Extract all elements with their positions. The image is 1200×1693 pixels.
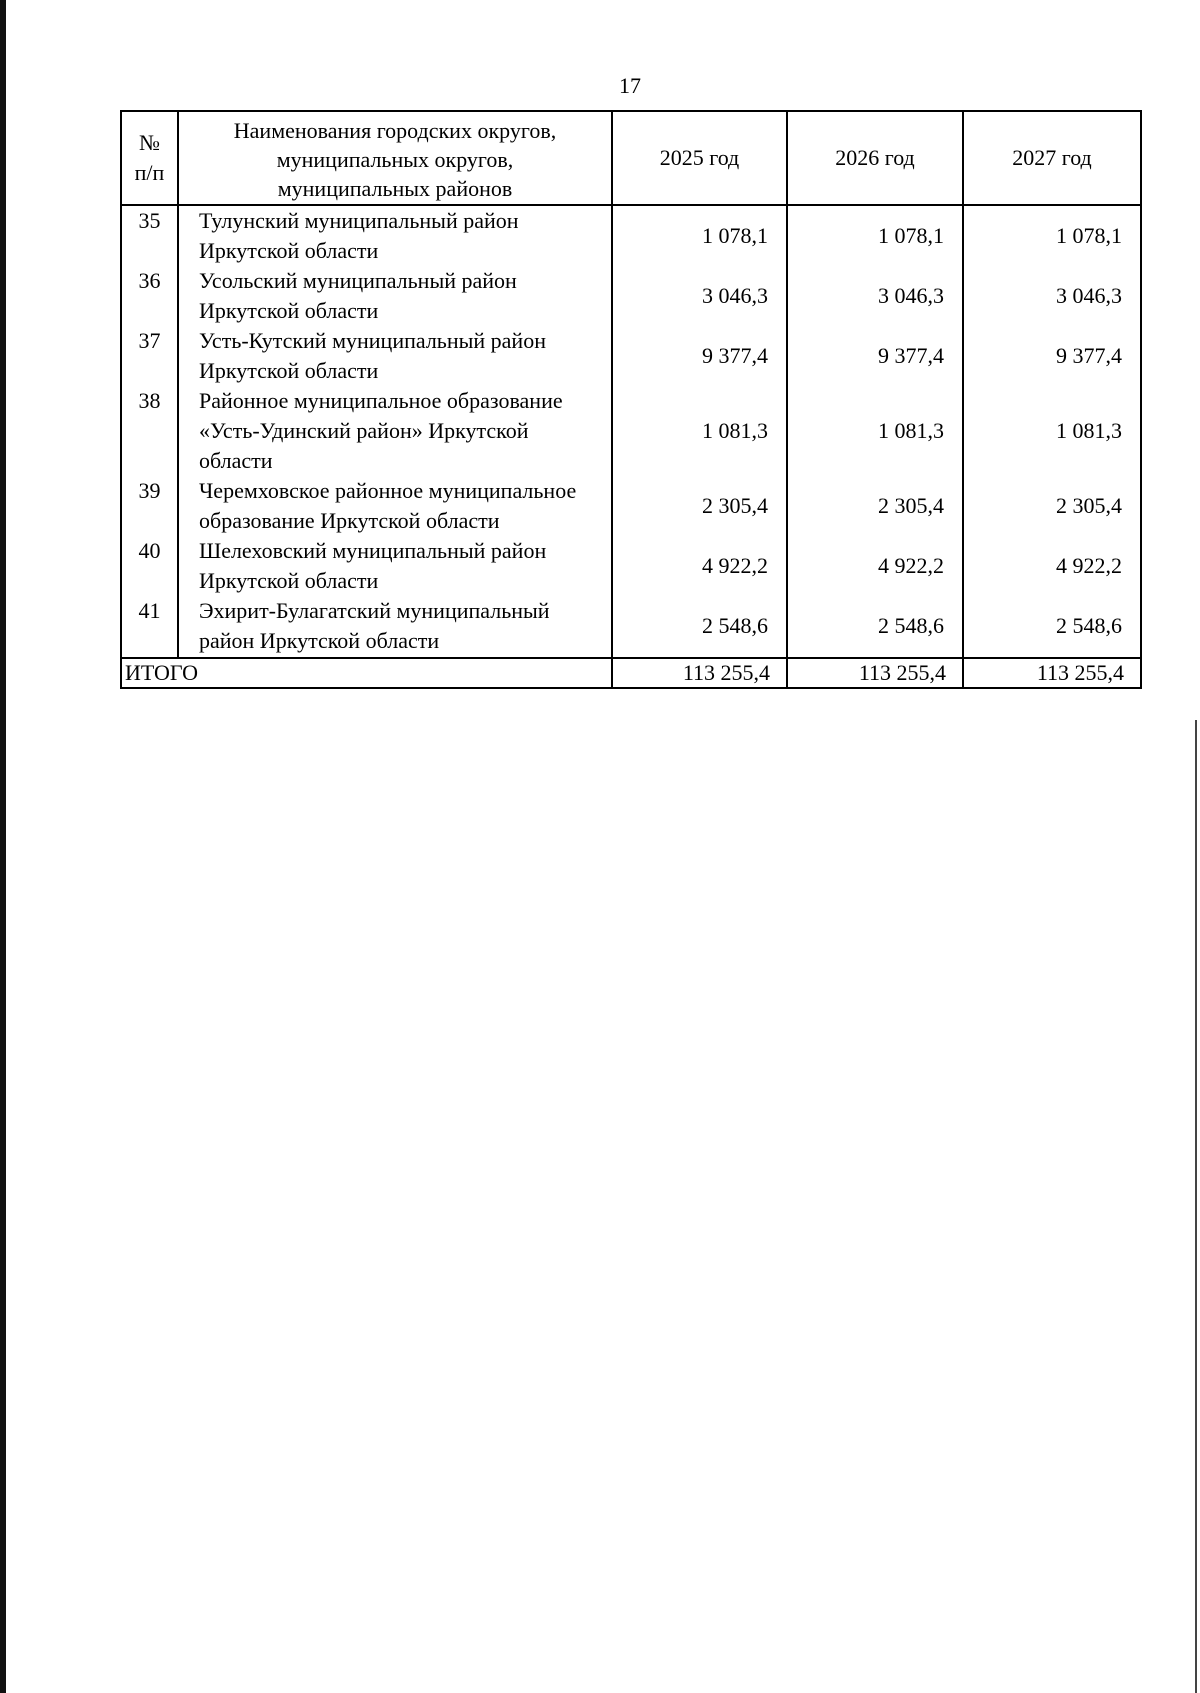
row-name <box>178 205 612 266</box>
row-value-2025: 2 305,4 <box>612 476 787 536</box>
scan-right-edge <box>1195 720 1197 1693</box>
row-name-line: Усть-Кутский муниципальный район <box>199 328 546 353</box>
row-name-line: Иркутской области <box>199 298 379 323</box>
table-row <box>121 386 1141 476</box>
total-value-2027: 113 255,4 <box>963 658 1141 688</box>
row-name <box>178 536 612 596</box>
header-year-2025: 2025 год <box>612 111 787 205</box>
row-value-2027: 9 377,4 <box>963 326 1141 386</box>
row-number: 38 <box>121 386 178 476</box>
total-value-2026: 113 255,4 <box>787 658 963 688</box>
allocation-table <box>120 110 1142 689</box>
row-value-2026: 9 377,4 <box>787 326 963 386</box>
row-value-2025: 1 078,1 <box>612 205 787 266</box>
row-value-2027: 3 046,3 <box>963 266 1141 326</box>
row-value-2026: 1 078,1 <box>787 205 963 266</box>
row-name-line: Усольский муниципальный район <box>199 268 517 293</box>
row-name <box>178 596 612 658</box>
header-number-line: № <box>139 130 160 155</box>
header-year-2027: 2027 год <box>963 111 1141 205</box>
header-name-line: муниципальных округов, <box>276 146 514 172</box>
row-number: 37 <box>121 326 178 386</box>
row-name-line: образование Иркутской области <box>199 508 500 533</box>
table-row <box>121 266 1141 326</box>
row-value-2026: 2 548,6 <box>787 596 963 658</box>
row-name-line: Тулунский муниципальный район <box>199 208 519 233</box>
total-label: ИТОГО <box>121 658 612 688</box>
row-value-2025: 1 081,3 <box>612 386 787 476</box>
row-name-line: Черемховское районное муниципальное <box>199 478 577 503</box>
row-number: 35 <box>121 205 178 266</box>
table-row <box>121 326 1141 386</box>
header-year-2026: 2026 год <box>787 111 963 205</box>
page-number: 17 <box>619 73 641 98</box>
row-name-line: Иркутской области <box>199 568 379 593</box>
row-number: 39 <box>121 476 178 536</box>
row-number: 36 <box>121 266 178 326</box>
row-name-line: Районное муниципальное образование <box>199 388 563 413</box>
row-value-2025: 2 548,6 <box>612 596 787 658</box>
table-row <box>121 205 1141 266</box>
row-name <box>178 326 612 386</box>
row-name-line: Иркутской области <box>199 358 379 383</box>
table-row <box>121 536 1141 596</box>
row-value-2025: 4 922,2 <box>612 536 787 596</box>
row-name-line: Шелеховский муниципальный район <box>199 538 547 563</box>
row-value-2027: 2 548,6 <box>963 596 1141 658</box>
row-name-line: Эхирит-Булагатский муниципальный <box>199 598 550 623</box>
row-name <box>178 386 612 476</box>
header-number <box>121 111 178 205</box>
row-name <box>178 476 612 536</box>
row-value-2026: 3 046,3 <box>787 266 963 326</box>
row-value-2027: 4 922,2 <box>963 536 1141 596</box>
row-value-2025: 3 046,3 <box>612 266 787 326</box>
total-row <box>121 658 1141 688</box>
total-value-2025: 113 255,4 <box>612 658 787 688</box>
row-value-2026: 2 305,4 <box>787 476 963 536</box>
row-value-2027: 1 078,1 <box>963 205 1141 266</box>
row-name-line: «Усть-Удинский район» Иркутской <box>199 418 529 443</box>
table-header-row <box>121 111 1141 205</box>
row-value-2027: 1 081,3 <box>963 386 1141 476</box>
header-number-line: п/п <box>134 160 165 185</box>
row-value-2026: 1 081,3 <box>787 386 963 476</box>
header-name-line: муниципальных районов <box>277 175 513 201</box>
row-value-2026: 4 922,2 <box>787 536 963 596</box>
row-number: 40 <box>121 536 178 596</box>
row-number: 41 <box>121 596 178 658</box>
row-name-line: район Иркутской области <box>199 628 440 653</box>
table-row <box>121 476 1141 536</box>
row-value-2027: 2 305,4 <box>963 476 1141 536</box>
table-row <box>121 596 1141 658</box>
header-name-line: Наименования городских округов, <box>233 117 557 143</box>
row-value-2025: 9 377,4 <box>612 326 787 386</box>
row-name-line: области <box>199 448 273 473</box>
scan-left-edge <box>0 0 6 1693</box>
row-name <box>178 266 612 326</box>
header-name <box>178 111 612 205</box>
row-name-line: Иркутской области <box>199 238 379 263</box>
